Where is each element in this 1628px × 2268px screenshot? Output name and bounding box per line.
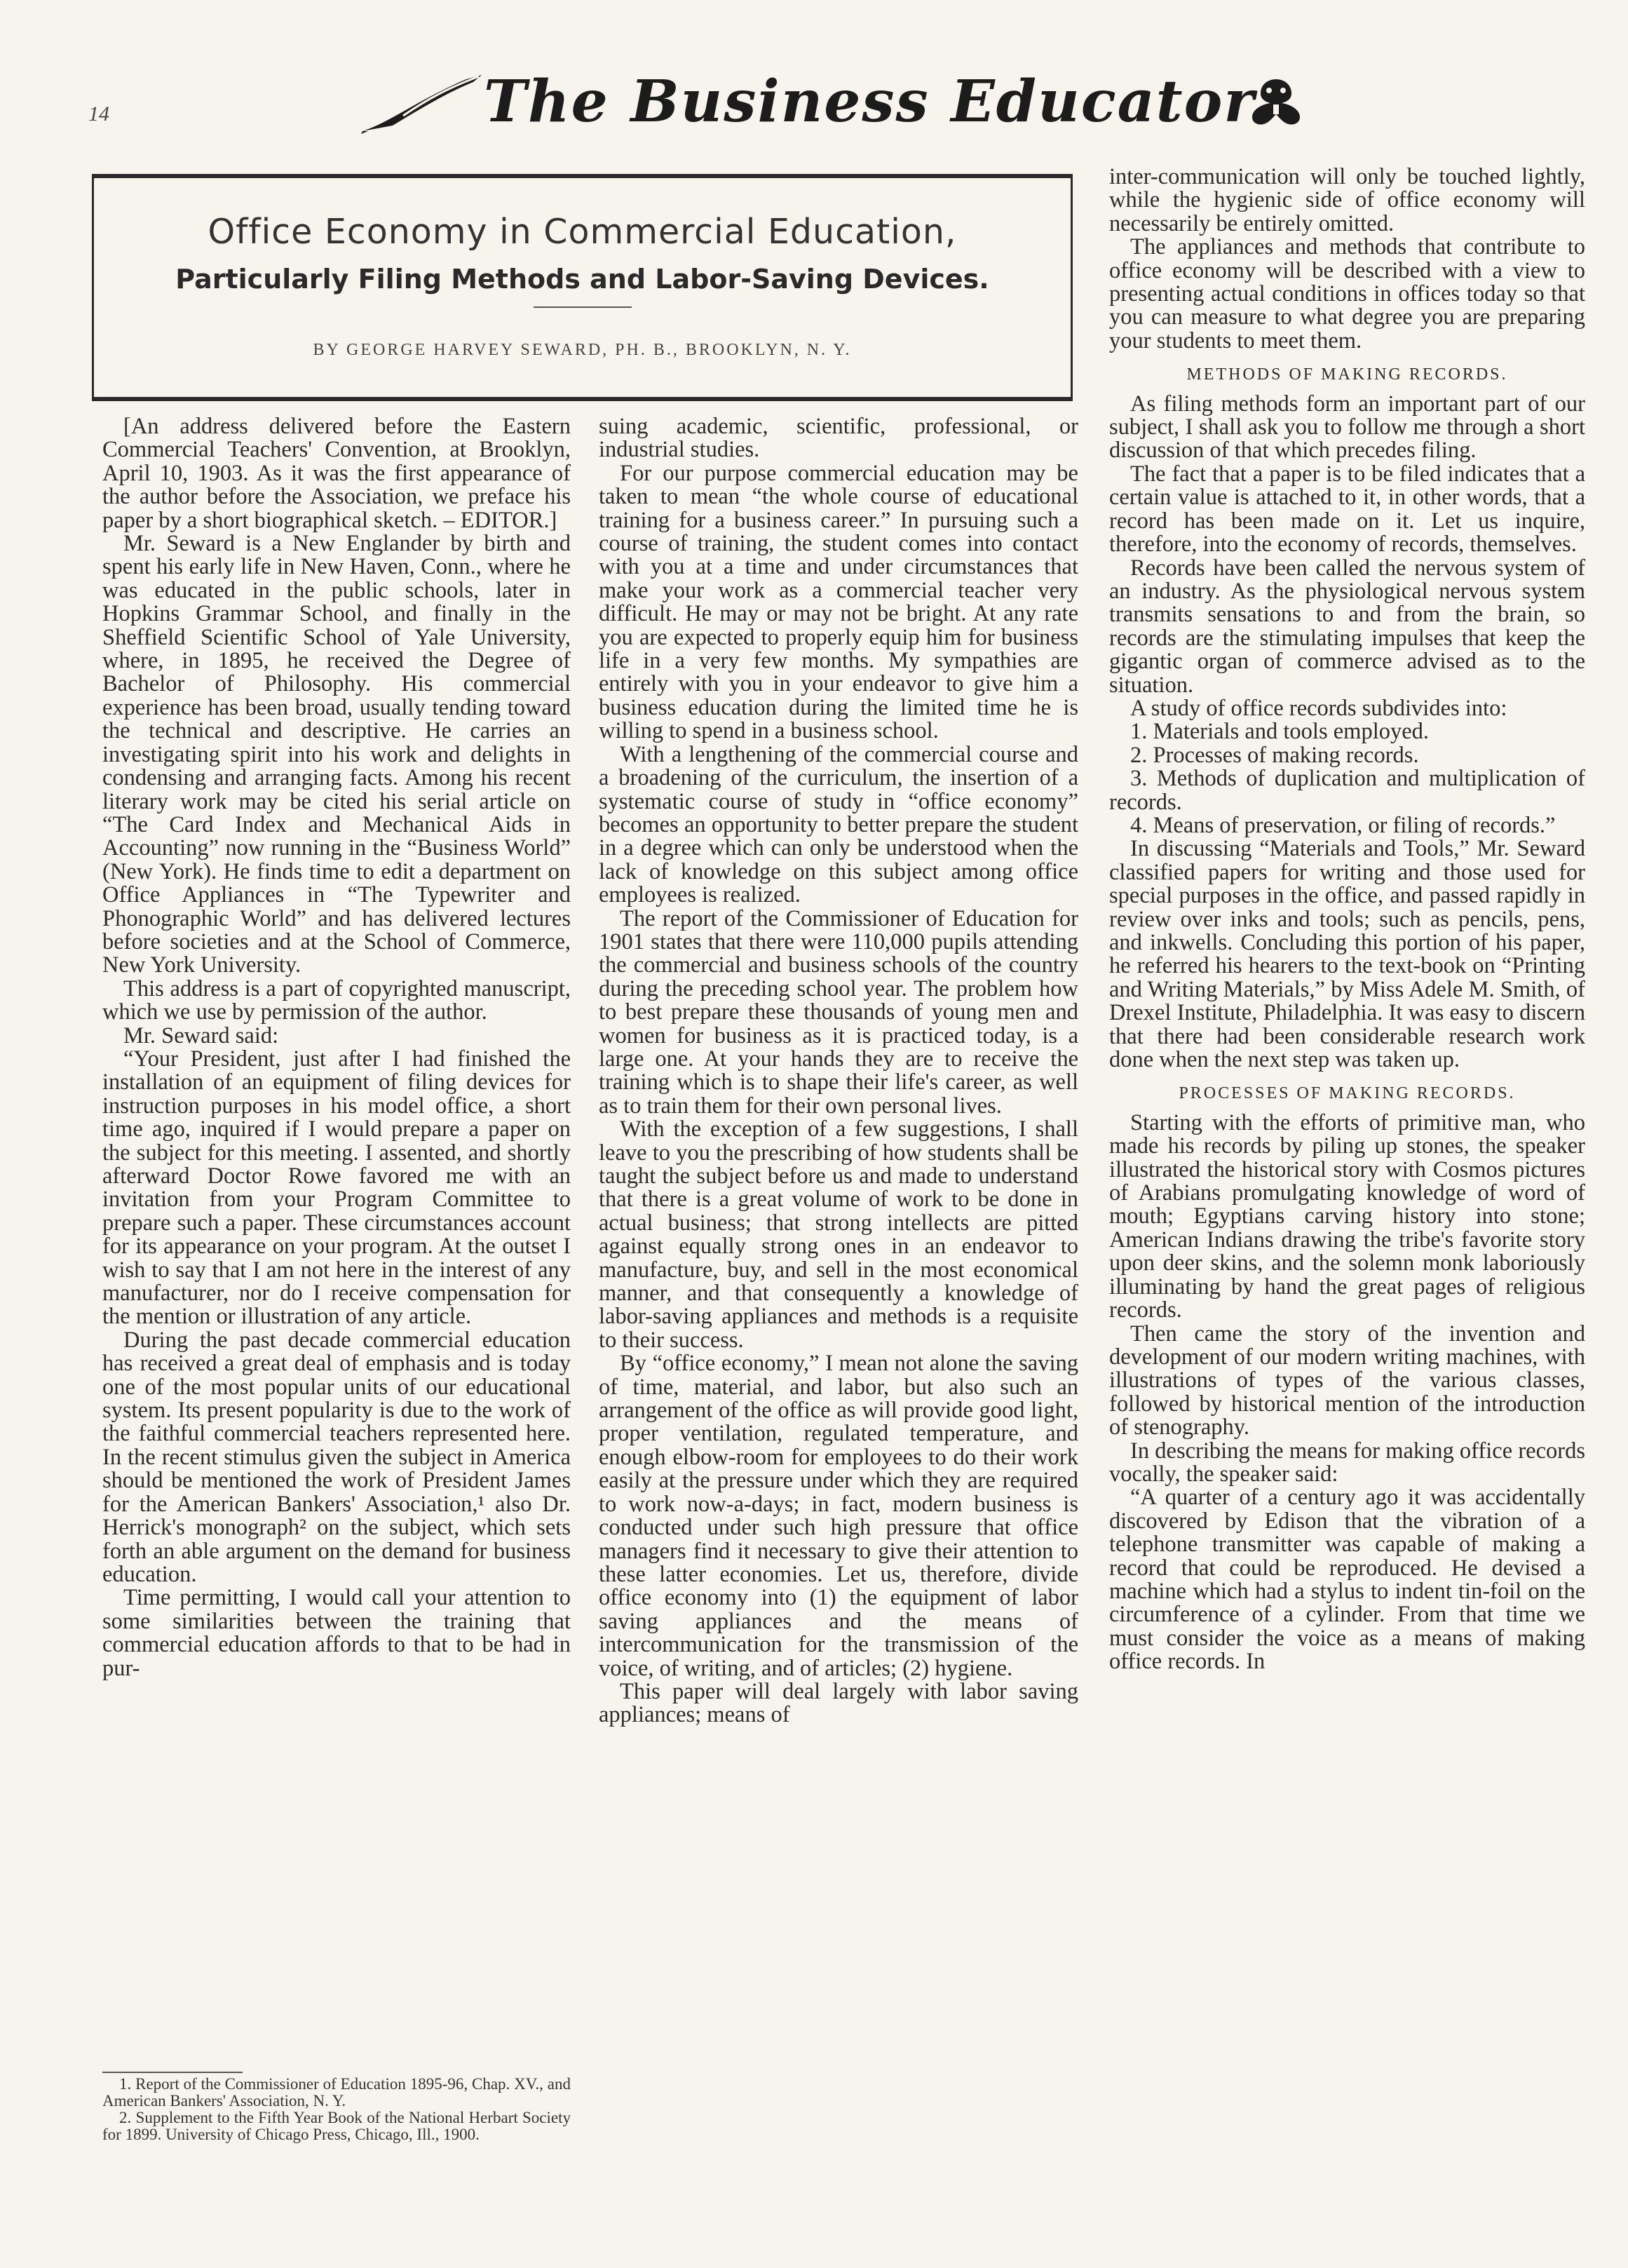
paragraph: This address is a part of copyrighted manuscript, which we use by permission of the author. bbox=[102, 976, 571, 1025]
paragraph: Records have been called the nervous system of an industry. As the physiological nervous system transmits sensations to and from the brain, so records are the stimulating impulses that keep the gigantic organ of commerce advised as to the situation. bbox=[1109, 555, 1585, 698]
paragraph: Mr. Seward is a New Englander by birth and spent his early life in New Haven, Conn., where he was educated in the public schools, later in Hopkins Grammar School, and finally in the Sheffield Scientific School of Yale University, where, in 1895, he received the Degree of Bachelor of Philosophy. His commercial experience has been broad, usually tending toward the technical and descriptive. He carries an investigating spirit into his work and delights in condensing and arranging facts. Among his recent literary work may be cited his serial article on “The Card Index and Mechanical Aids in Accounting” now running in the “Business World” (New York). He finds time to edit a department on Office Appliances in “The Typewriter and Phonographic World” and has delivered lectures before societies and at the School of Commerce, New York University. bbox=[102, 531, 571, 978]
paragraph: 1. Materials and tools employed. bbox=[1130, 719, 1430, 745]
paragraph: By “office economy,” I mean not alone the saving of time, material, and labor, but also such an arrangement of the office as will provide good light, proper ventilation, regulated temperature, and enough elbow-room for employees to do their work easily at the pressure under which they are required to work now-a-days; in fact, modern business is conducted under such high pressure that office managers find it necessary to give their attention to these latter economies. Let us, therefore, divide office economy into (1) the equipment of labor saving appliances and the means of intercommunication for the transmission of the voice, of writing, and of articles; (2) hygiene. bbox=[599, 1351, 1078, 1681]
paragraph: With the exception of a few suggestions, I shall leave to you the prescribing of how students shall be taught the subject before us and made to understand that there is a great volume of work to be done in actual business; that strong intellects are pitted against equally strong ones in an endeavor to manufacture, buy, and sell in the most economical manner, and that consequently a knowledge of labor-saving appliances and methods is a requisite to their success. bbox=[599, 1116, 1078, 1353]
page-number: 14 bbox=[88, 102, 109, 126]
section-heading: METHODS OF MAKING RECORDS. bbox=[1186, 365, 1508, 384]
paragraph: The appliances and methods that contribute to office economy will be described with a view to presenting actual conditions in offices today so that you can measure to what degree you are preparing your students to meet them. bbox=[1109, 234, 1585, 353]
footnote: 1. Report of the Commissioner of Education 1895-96, Chap. XV., and American Bankers' Association, N. Y. bbox=[102, 2075, 571, 2110]
paragraph: The report of the Commissioner of Education for 1901 states that there were 110,000 pupils attending the commercial and business schools of the country during the preceding school year. The problem how to best prepare these thousands of young men and women for business as it is practiced today, is a large one. At your hands they are to receive the training which is to shape their life's career, as well as to train them for their own personal lives. bbox=[599, 905, 1078, 1119]
paragraph: With a lengthening of the commercial course and a broadening of the curriculum, the insertion of a systematic course of study in “office economy” becomes an opportunity to better prepare the student in a degree which can only be understood when the lack of knowledge on this subject among office employees is realized. bbox=[599, 741, 1078, 908]
paragraph: inter-communication will only be touched lightly, while the hygienic side of office economy will necessarily be entirely omitted. bbox=[1109, 164, 1585, 236]
paragraph: “A quarter of a century ago it was accidentally discovered by Edison that the vibration of a telephone transmitter was capable of making a record that could be reproduced. He devised a machine which had a stylus to indent tin-foil on the circumference of a cylinder. From that time we must consider the voice as a means of making office records. In bbox=[1109, 1485, 1585, 1675]
paragraph: [An address delivered before the Eastern Commercial Teachers' Convention, at Brooklyn, April 10, 1903. As it was the first appearance of the author before the Association, we preface his paper by a short biographical sketch. – EDITOR.] bbox=[102, 414, 571, 533]
footnote: 2. Supplement to the Fifth Year Book of the National Herbart Society for 1899. University of Chicago Press, Chicago, Ill., 1900. bbox=[102, 2109, 571, 2143]
ornament-icon bbox=[1248, 76, 1304, 127]
paragraph: The fact that a paper is to be filed indicates that a certain value is attached to it, in other words, that a record has been made on it. Let us inquire, therefore, into the economy of records, themselves. bbox=[1109, 461, 1585, 558]
quill-pen-icon bbox=[361, 72, 484, 135]
paragraph: In describing the means for making office records vocally, the speaker said: bbox=[1109, 1438, 1585, 1487]
paragraph: 3. Methods of duplication and multiplication of records. bbox=[1109, 766, 1585, 815]
article-title-box bbox=[92, 174, 1073, 401]
article-byline: BY GEORGE HARVEY SEWARD, PH. B., BROOKLYN, N. Y. bbox=[313, 341, 852, 359]
paragraph: Mr. Seward said: bbox=[123, 1022, 279, 1048]
paragraph: A study of office records subdivides into: bbox=[1130, 695, 1507, 721]
paragraph: Then came the story of the invention and development of our modern writing machines, with illustrations of types of the various classes, followed by historical mention of the introduction of stenography. bbox=[1109, 1321, 1585, 1440]
footnote-divider bbox=[102, 2072, 243, 2073]
text-column-3 bbox=[1109, 166, 1585, 1674]
section-heading: PROCESSES OF MAKING RECORDS. bbox=[1179, 1084, 1516, 1103]
text-column-1 bbox=[102, 415, 571, 1680]
article-subtitle: Particularly Filing Methods and Labor-Saving Devices. bbox=[175, 264, 989, 295]
paragraph: As filing methods form an important part of our subject, I shall ask you to follow me through a short discussion of that which precedes filing. bbox=[1109, 391, 1585, 464]
masthead-title: The Business Educator bbox=[484, 68, 1256, 135]
paragraph: 4. Means of preservation, or filing of records.” bbox=[1130, 812, 1556, 838]
paragraph: 2. Processes of making records. bbox=[1130, 742, 1419, 768]
article-title: Office Economy in Commercial Education, bbox=[208, 212, 957, 252]
paragraph: Time permitting, I would call your attention to some similarities between the training that commercial education affords to that to be had in pur- bbox=[102, 1585, 571, 1681]
paragraph: suing academic, scientific, professional, or industrial studies. bbox=[599, 414, 1078, 463]
paragraph: “Your President, just after I had finished the installation of an equipment of filing devices for instruction purposes in his model office, a short time ago, inquired if I would prepare a paper on the subject for this meeting. I assented, and shortly afterward Doctor Rowe favored me with an invitation from your Program Committee to prepare such a paper. These circumstances account for its appearance on your program. At the outset I wish to say that I am not here in the interest of any manufacturer, nor do I receive compensation for the mention or illustration of any article. bbox=[102, 1046, 571, 1330]
paragraph: During the past decade commercial education has received a great deal of emphasis and is today one of the most popular units of our educational system. Its present popularity is due to the work of the faithful commercial teachers represented here. In the recent stimulus given the subject in America should be mentioned the work of President James for the American Bankers' Association,¹ also Dr. Herrick's monograph² on the subject, which sets forth an able argument on the demand for business education. bbox=[102, 1327, 571, 1587]
paragraph: For our purpose commercial education may be taken to mean “the whole course of educational training for a business career.” In pursuing such a course of training, the student comes into contact with you at a time and under circumstances that make your work as a commercial teacher very difficult. He may or may not be bright. At any rate you are expected to properly equip him for business life in a very few months. My sympathies are entirely with you in your endeavor to give him a business education during the limited time he is willing to spend in a business school. bbox=[599, 460, 1078, 744]
paragraph: In discussing “Materials and Tools,” Mr. Seward classified papers for writing and those used for special purposes in the office, and passed rapidly in review over inks and tools; such as pencils, pens, and inkwells. Concluding this portion of his paper, he referred his hearers to the text-book on “Printing and Writing Materials,” by Miss Adele M. Smith, of Drexel Institute, Philadelphia. It was easy to discern that there had been considerable research work done when the next step was taken up. bbox=[1109, 836, 1585, 1073]
title-divider bbox=[534, 306, 632, 308]
masthead bbox=[361, 67, 1315, 137]
paragraph: This paper will deal largely with labor saving appliances; means of bbox=[599, 1678, 1078, 1728]
footnotes bbox=[102, 2076, 571, 2143]
text-column-2 bbox=[599, 415, 1078, 1727]
paragraph: Starting with the efforts of primitive man, who made his records by piling up stones, the speaker illustrated the historical story with Cosmos pictures of Arabians promulgating knowledge of word of mouth; Egyptians carving history into stone; American Indians drawing the tribe's favorite story upon deer skins, and the solemn monk laboriously illuminating by hand the great pages of religious records. bbox=[1109, 1109, 1585, 1323]
